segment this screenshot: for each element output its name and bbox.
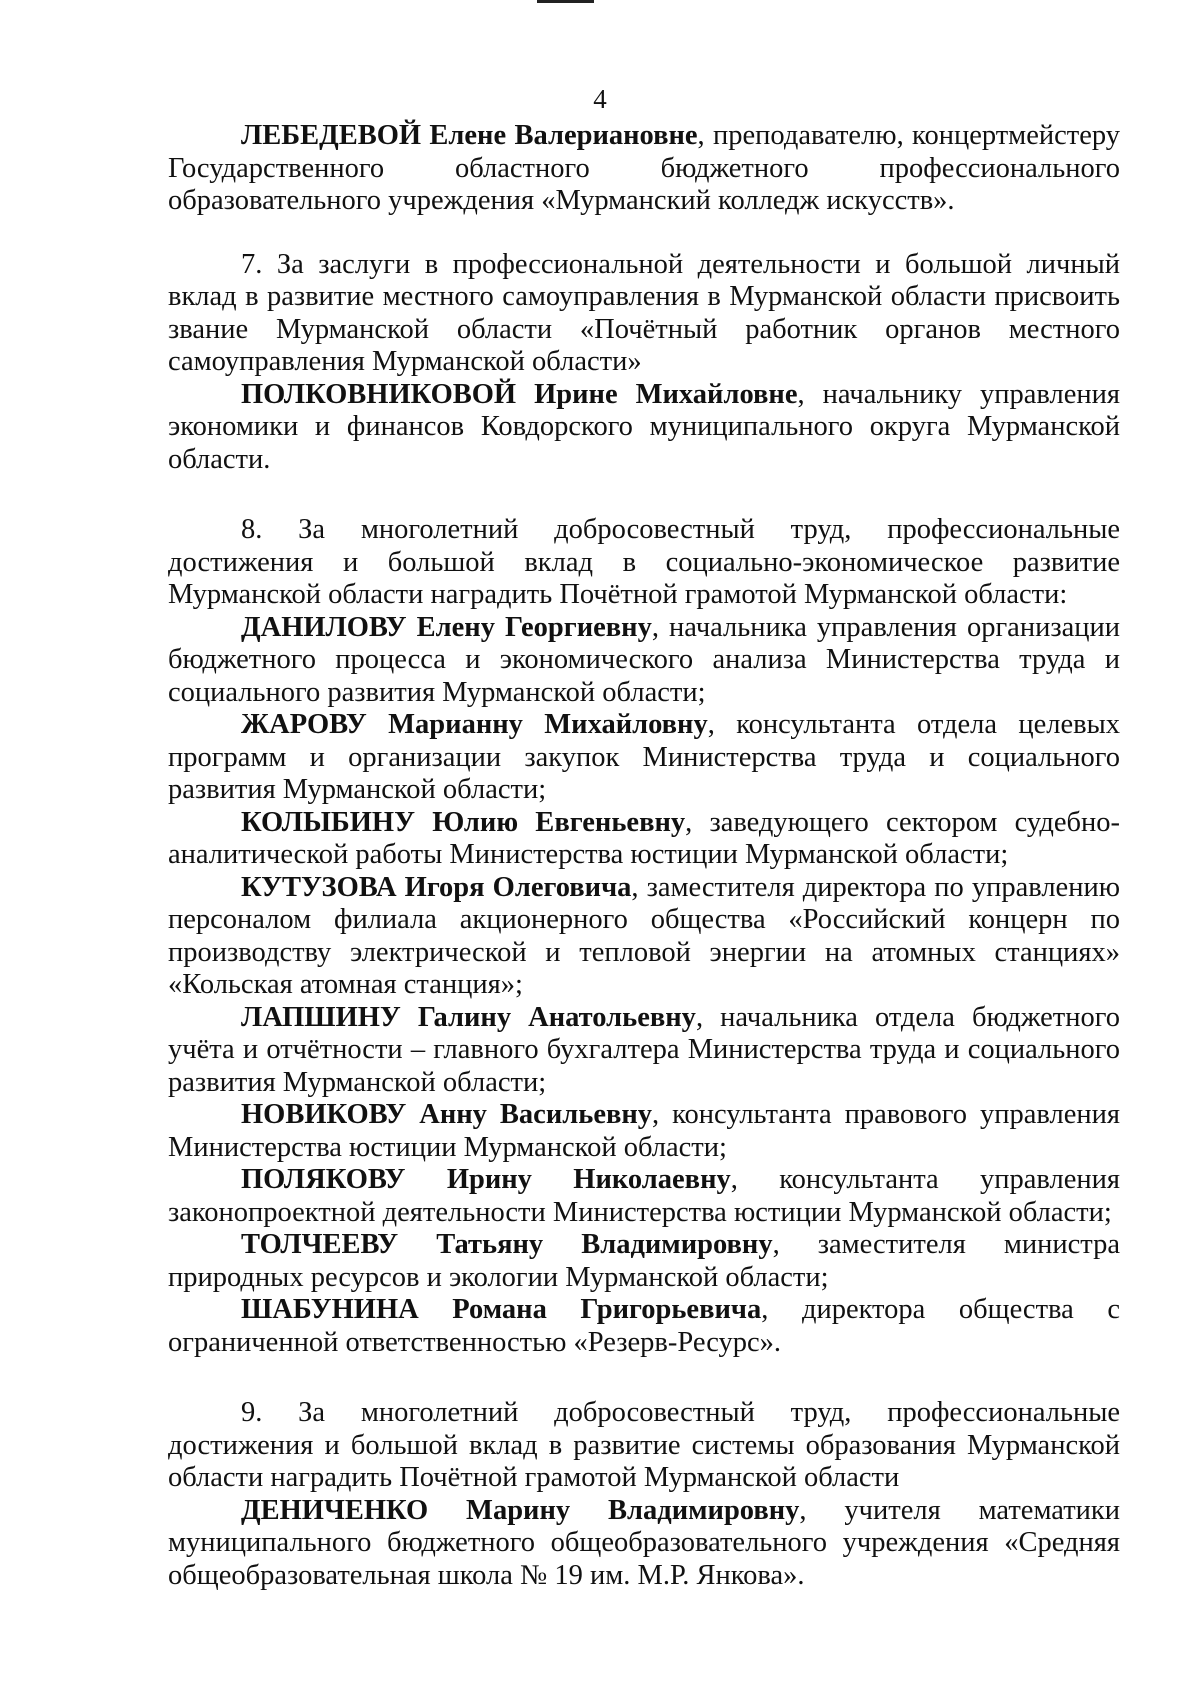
award-paragraph [168, 1164, 1120, 1229]
awardee-details: , начальника отдела бюджетного учёта и отчётности – главного бухгалтера Министерства труда и социального развития Мурманской области; [168, 1001, 1120, 1098]
awardee-details: , консультанта отдела целевых программ и организации закупок Министерства труда и социального развития Мурманской области; [168, 709, 1120, 805]
awardee-details: , заместителя директора по управлению персоналом филиала акционерного общества «Российский концерн по производству электрической и тепловой энергии на атомных станциях» «Кольская атомная станция»; [168, 871, 1120, 1000]
awardee-name: ДЕНИЧЕНКО Марину Владимировну [241, 1494, 800, 1526]
award-paragraph [168, 379, 1120, 477]
award-paragraph [168, 807, 1120, 872]
awardee-name: ЛАПШИНУ Галину Анатольевну [241, 1001, 696, 1033]
section-7-heading: 7. За заслуги в профессиональной деятельности и большой личный вклад в развитие местного самоуправления в Мурманской области присвоить звание Мурманской области «Почётный работник органов местного самоуправления Мурманской области» [168, 248, 1120, 377]
awardee-name: ЖАРОВУ Марианну Михайловну [241, 709, 708, 740]
award-paragraph [168, 612, 1120, 710]
award-paragraph [168, 120, 1120, 218]
awardee-details: , консультанта управления законопроектной деятельности Министерства юстиции Мурманской области; [168, 1164, 1121, 1228]
page-top-mark [537, 0, 594, 3]
awardee-details: , заведующего сектором судебно-аналитической работы Министерства юстиции Мурманской области; [168, 806, 1120, 870]
awardee-details: , преподавателю, концертмейстеру Государственного областного бюджетного профессионального образовательного учреждения «Мурманский колледж искусств». [168, 120, 1121, 216]
awardee-details: , учителя математики муниципального бюджетного общеобразовательного учреждения «Средняя общеобразовательная школа № 19 им. М.Р. Янкова». [168, 1494, 1121, 1591]
award-paragraph [168, 1229, 1120, 1294]
awardee-details: , начальнику управления экономики и финансов Ковдорского муниципального округа Мурманской области. [168, 378, 1120, 475]
awardee-name: ПОЛКОВНИКОВОЙ Ирине Михайловне [241, 378, 798, 410]
award-paragraph [168, 1002, 1120, 1100]
document-body [168, 120, 1120, 1592]
awardee-details: , начальника управления организации бюджетного процесса и экономического анализа Министерства труда и социального развития Мурманской области; [168, 611, 1120, 708]
awardee-name: ЛЕБЕДЕВОЙ Елене Валериановне [241, 120, 698, 151]
awardee-name: ШАБУНИНА Романа Григорьевича [241, 1294, 762, 1325]
awardee-name: ПОЛЯКОВУ Ирину Николаевну [241, 1164, 731, 1195]
section-9-heading: 9. За многолетний добросовестный труд, профессиональные достижения и большой вклад в развитие системы образования Мурманской области наградить Почётной грамотой Мурманской области [168, 1397, 1120, 1493]
awardee-name: КОЛЫБИНУ Юлию Евгеньевну [241, 806, 686, 838]
awardee-details: , консультанта правового управления Министерства юстиции Мурманской области; [168, 1099, 1120, 1163]
award-paragraph [168, 1099, 1120, 1164]
section-8-heading: 8. За многолетний добросовестный труд, профессиональные достижения и большой вклад в социально-экономическое развитие Мурманской области наградить Почётной грамотой Мурманской области: [168, 514, 1120, 610]
awardee-name: КУТУЗОВА Игоря Олеговича [241, 871, 632, 903]
awardee-name: ДАНИЛОВУ Елену Георгиевну [241, 611, 652, 643]
award-paragraph [168, 872, 1120, 1002]
awardee-details: , директора общества с ограниченной ответственностью «Резерв-Ресурс». [168, 1294, 1120, 1358]
awardee-details: , заместителя министра природных ресурсов и экологии Мурманской области; [168, 1229, 1120, 1293]
awardee-name: ТОЛЧЕЕВУ Татьяну Владимировну [241, 1229, 773, 1260]
award-paragraph [168, 709, 1120, 807]
page-number: 4 [593, 84, 607, 114]
awardee-name: НОВИКОВУ Анну Васильевну [241, 1099, 653, 1130]
award-paragraph [168, 1294, 1120, 1359]
award-paragraph [168, 1495, 1120, 1593]
